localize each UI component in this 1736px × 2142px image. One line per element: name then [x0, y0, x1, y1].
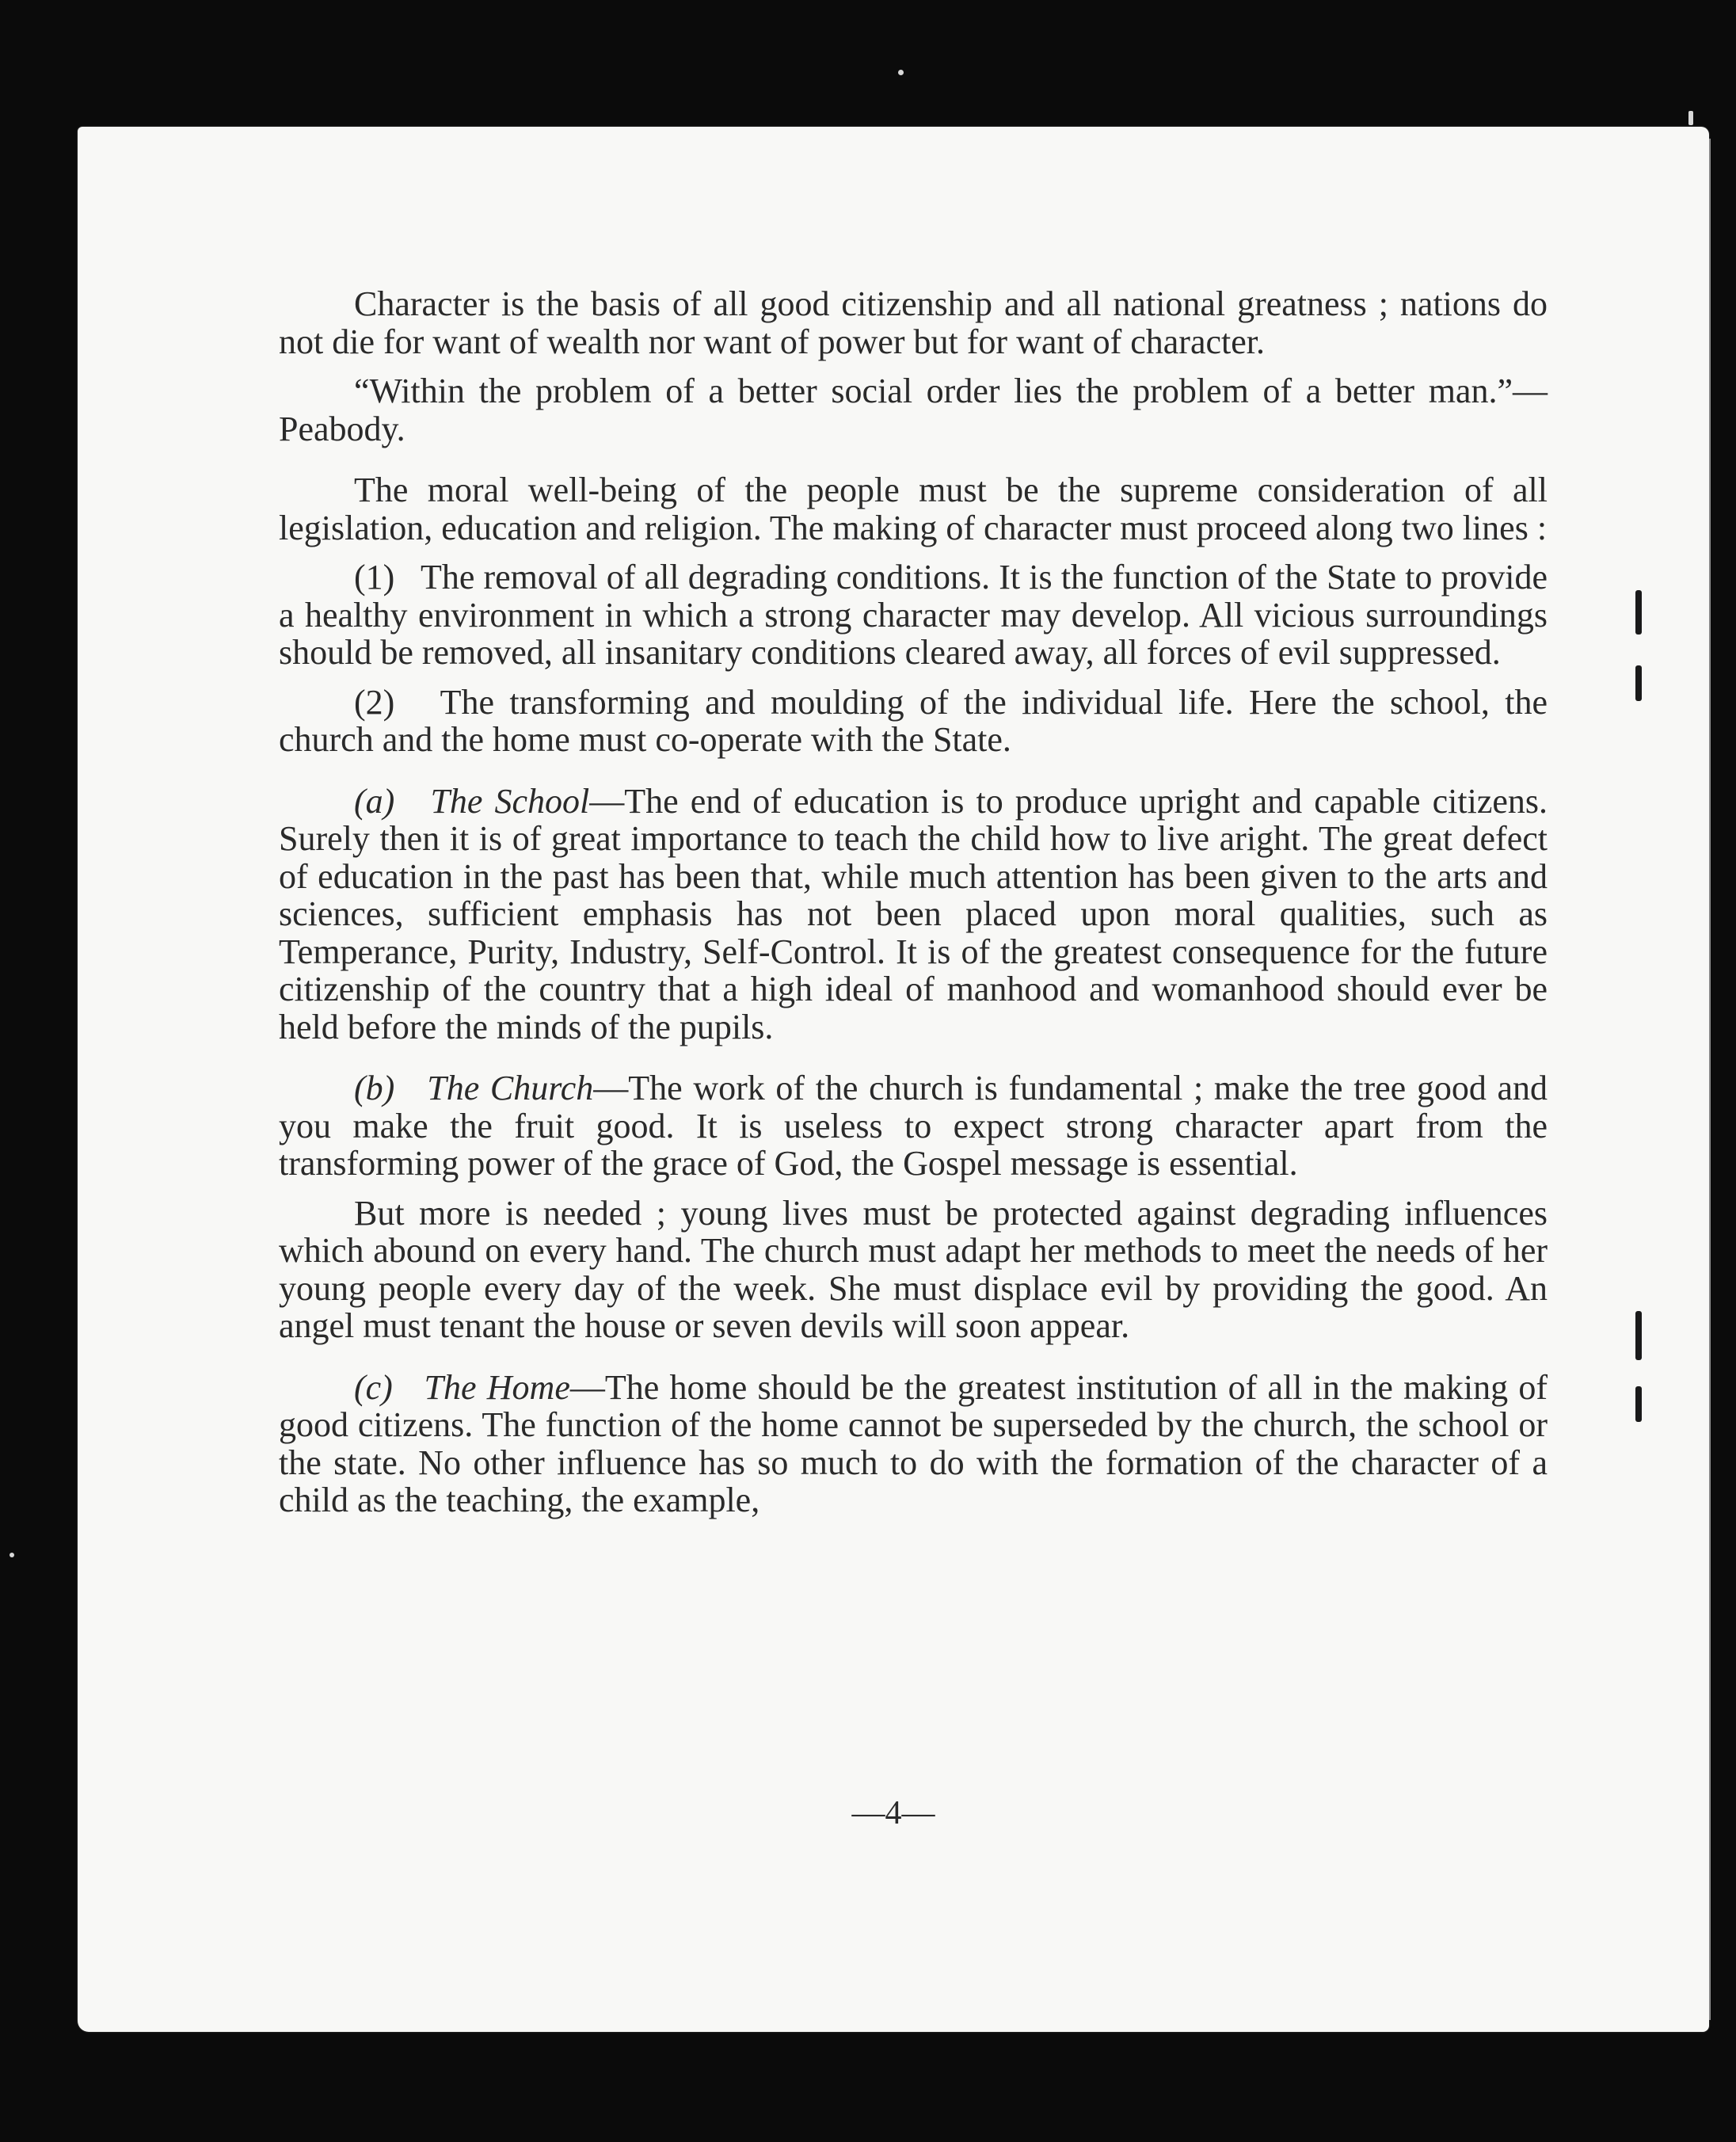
section-heading-home: The Home: [424, 1367, 570, 1407]
paragraph-more-needed: [279, 1195, 1548, 1345]
point-label: (b): [354, 1069, 395, 1107]
point-label: (c): [354, 1367, 393, 1407]
body-text: [279, 285, 1548, 1519]
paragraph-church: [279, 1069, 1548, 1183]
paragraph-character: [279, 285, 1548, 360]
paragraph-text: But more is needed ; young lives must be protected against degrading influences which abound on every hand. The church must adapt her methods to meet the needs of her young people every day of the week. She must displace evil by providing the good. An angel must tenant the house or seven devils will soon appear.: [279, 1193, 1548, 1345]
section-heading-school: The School: [430, 781, 590, 821]
section-heading-church: The Church: [427, 1069, 594, 1107]
point-label: (1): [354, 558, 395, 596]
paragraph-school: [279, 783, 1548, 1046]
paragraph-quotation: [279, 372, 1548, 448]
page-number: —4—: [851, 1795, 935, 1831]
binding-mark: [1635, 1311, 1642, 1360]
paragraph-text: The removal of all degrading conditions. It is the function of the State to provide a healthy environment in which a strong character may develop. All vicious surroundings should be removed, all insanitary conditions cleared away, all forces of evil suppressed.: [279, 558, 1548, 672]
paragraph-text: The moral well-being of the people must be the supreme consideration of all legislation, education and religion. The making of character must proceed along two lines :: [279, 471, 1548, 547]
quotation-text: “Within the problem of a better social order lies the problem of a better man.”—Peabody.: [279, 372, 1548, 448]
point-label: (2): [354, 682, 395, 722]
paragraph-text: —The home should be the greatest institution of all in the making of good citizens. The function of the home cannot be superseded by the church, the school or the state. No other influence has so much to do with the formation of the character of a child as the teaching, the example,: [279, 1367, 1548, 1519]
binding-mark: [1635, 590, 1642, 635]
binding-mark: [1635, 665, 1642, 701]
binding-mark: [1635, 1386, 1642, 1422]
paragraph-text: Character is the basis of all good citizenship and all national greatness ; nations do not die for want of wealth nor want of power but for want of character.: [279, 284, 1548, 361]
paragraph-moral-wellbeing: [279, 471, 1548, 547]
paragraph-text: —The work of the church is fundamental ; make the tree good and you make the fruit good. It is useless to expect strong character apart from the transforming power of the grace of God, the Gospel message is essential.: [279, 1069, 1548, 1183]
paragraph-text: —The end of education is to produce upright and capable citizens. Surely then it is of great importance to teach the child how to live aright. The great defect of education in the past has been that, while much attention has been given to the arts and sciences, sufficient emphasis has not been placed upon moral qualities, such as Temperance, Purity, Industry, Self-Control. It is of the greatest consequence for the future citizenship of the country that a high ideal of manhood and womanhood should ever be held before the minds of the pupils.: [279, 781, 1548, 1046]
scan-speck: [10, 1553, 14, 1557]
paragraph-point-1: [279, 558, 1548, 672]
scan-speck: [1688, 111, 1693, 125]
paragraph-point-2: [279, 684, 1548, 759]
scan-speck: [898, 70, 904, 75]
point-label: (a): [354, 781, 395, 821]
paragraph-text: The transforming and moulding of the individual life. Here the school, the church and the home must co-operate with the State.: [279, 682, 1548, 759]
paragraph-home: [279, 1369, 1548, 1519]
